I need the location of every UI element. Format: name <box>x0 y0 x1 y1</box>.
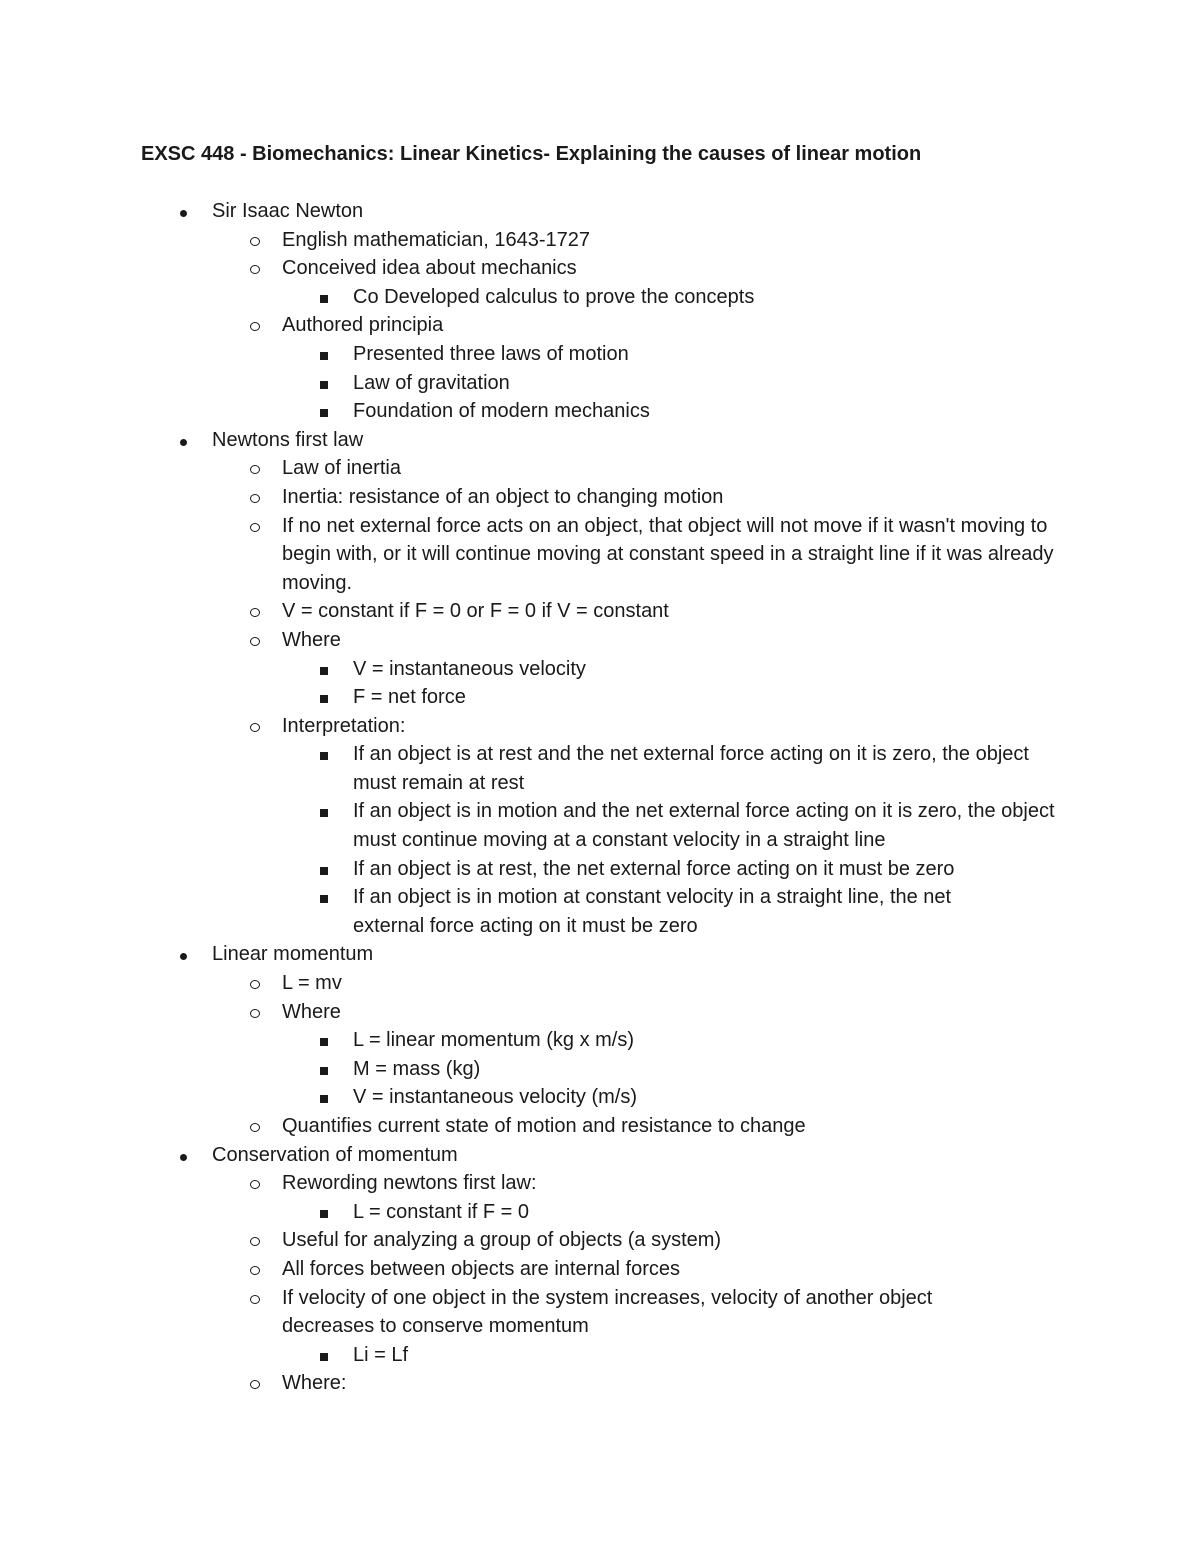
filled-square-bullet-icon <box>314 1083 334 1112</box>
outline-item-level-1 <box>0 426 1200 455</box>
filled-square-bullet-icon <box>314 655 334 684</box>
outline-item-text: Where: <box>282 1372 347 1395</box>
outline-item-text: Interpretation: <box>282 714 406 737</box>
hollow-circle-bullet-icon <box>245 1169 265 1198</box>
outline-item-text: V = instantaneous velocity (m/s) <box>353 1086 638 1109</box>
outline-item-level-2 <box>0 1226 1200 1255</box>
outline-item-level-3 <box>0 369 1200 398</box>
outline-item-text: Rewording newtons first law: <box>282 1172 537 1195</box>
outline-item-text: Co Developed calculus to prove the concepts <box>353 285 755 308</box>
outline-item-text: V = constant if F = 0 or F = 0 if V = constant <box>282 600 669 623</box>
outline-item-level-3 <box>0 1083 1200 1112</box>
filled-square-bullet-icon <box>314 369 334 398</box>
outline-item-text: Inertia: resistance of an object to changing motion <box>282 485 724 508</box>
filled-square-bullet-icon <box>314 797 334 826</box>
filled-square-bullet-icon <box>314 340 334 369</box>
outline-item-text: Presented three laws of motion <box>353 342 629 365</box>
outline-item-level-2 <box>0 483 1200 512</box>
filled-square-bullet-icon <box>314 683 334 712</box>
outline-item-level-2 <box>0 454 1200 483</box>
filled-square-bullet-icon <box>314 283 334 312</box>
outline-item-text: L = mv <box>282 972 342 995</box>
outline-item-level-2 <box>0 626 1200 655</box>
outline-item-level-2 <box>0 226 1200 255</box>
filled-square-bullet-icon <box>314 740 334 769</box>
outline-item-text: Li = Lf <box>353 1343 409 1366</box>
hollow-circle-bullet-icon <box>245 454 265 483</box>
outline-item-level-2 <box>0 1169 1200 1198</box>
outline-item-level-3 <box>0 683 1200 712</box>
filled-circle-bullet-icon <box>173 426 193 455</box>
outline-item-level-3 <box>0 855 1200 884</box>
outline-item-level-2 <box>0 597 1200 626</box>
hollow-circle-bullet-icon <box>245 597 265 626</box>
outline-item-text: If an object is at rest, the net external force acting on it must be zero <box>353 857 955 880</box>
outline-item-level-3 <box>0 1055 1200 1084</box>
filled-square-bullet-icon <box>314 397 334 426</box>
outline-item-text: L = linear momentum (kg x m/s) <box>353 1029 635 1052</box>
outline-item-text: If an object is in motion at constant velocity in a straight line, the net external force acting on it must be zero <box>353 886 952 937</box>
hollow-circle-bullet-icon <box>245 712 265 741</box>
outline-item-text: Law of inertia <box>282 457 401 480</box>
hollow-circle-bullet-icon <box>245 1255 265 1284</box>
filled-square-bullet-icon <box>314 1198 334 1227</box>
outline-item-level-2 <box>0 512 1200 598</box>
outline-item-level-2 <box>0 1284 1200 1341</box>
outline-item-level-3 <box>0 1198 1200 1227</box>
filled-circle-bullet-icon <box>173 940 193 969</box>
filled-square-bullet-icon <box>314 1055 334 1084</box>
outline-item-level-3 <box>0 1341 1200 1370</box>
outline-item-text: Sir Isaac Newton <box>212 200 364 222</box>
hollow-circle-bullet-icon <box>245 998 265 1027</box>
hollow-circle-bullet-icon <box>245 1284 265 1313</box>
hollow-circle-bullet-icon <box>245 626 265 655</box>
outline-item-level-2 <box>0 1369 1200 1398</box>
outline-item-level-2 <box>0 254 1200 283</box>
outline-item-level-3 <box>0 797 1200 854</box>
outline-item-level-3 <box>0 655 1200 684</box>
outline-item-text: Where <box>282 628 341 651</box>
outline-item-level-3 <box>0 883 1200 940</box>
hollow-circle-bullet-icon <box>245 969 265 998</box>
outline-item-text: Conservation of momentum <box>212 1143 458 1166</box>
hollow-circle-bullet-icon <box>245 1226 265 1255</box>
filled-circle-bullet-icon <box>173 197 193 226</box>
outline-item-level-2 <box>0 969 1200 998</box>
filled-square-bullet-icon <box>314 883 334 912</box>
outline-item-text: Foundation of modern mechanics <box>353 400 650 423</box>
hollow-circle-bullet-icon <box>245 1112 265 1141</box>
filled-square-bullet-icon <box>314 1341 334 1370</box>
outline-item-level-2 <box>0 1112 1200 1141</box>
outline-item-text: M = mass (kg) <box>353 1057 481 1080</box>
outline-item-level-2 <box>0 998 1200 1027</box>
hollow-circle-bullet-icon <box>245 226 265 255</box>
outline-item-level-2 <box>0 712 1200 741</box>
hollow-circle-bullet-icon <box>245 254 265 283</box>
outline-item-level-3 <box>0 397 1200 426</box>
outline-item-level-1 <box>0 197 1200 226</box>
outline-item-text: Quantifies current state of motion and resistance to change <box>282 1115 806 1138</box>
filled-circle-bullet-icon <box>173 1141 193 1170</box>
filled-square-bullet-icon <box>314 855 334 884</box>
outline-item-level-3 <box>0 340 1200 369</box>
notes-outline <box>0 197 1200 1398</box>
hollow-circle-bullet-icon <box>245 1369 265 1398</box>
outline-item-text: V = instantaneous velocity <box>353 657 586 680</box>
outline-item-text: All forces between objects are internal forces <box>282 1257 680 1280</box>
outline-item-text: Law of gravitation <box>353 371 510 394</box>
outline-item-text: English mathematician, 1643-1727 <box>282 228 590 251</box>
outline-item-level-2 <box>0 1255 1200 1284</box>
hollow-circle-bullet-icon <box>245 483 265 512</box>
outline-item-text: Useful for analyzing a group of objects (a system) <box>282 1229 722 1252</box>
hollow-circle-bullet-icon <box>245 311 265 340</box>
outline-item-level-3 <box>0 1026 1200 1055</box>
outline-item-text: Newtons first law <box>212 428 364 451</box>
outline-item-level-1 <box>0 940 1200 969</box>
document-title: EXSC 448 - Biomechanics: Linear Kinetics- Explaining the causes of linear motion <box>141 143 922 165</box>
hollow-circle-bullet-icon <box>245 512 265 541</box>
outline-item-text: Conceived idea about mechanics <box>282 257 577 280</box>
outline-item-text: Authored principia <box>282 314 444 337</box>
outline-item-level-3 <box>0 283 1200 312</box>
outline-item-level-3 <box>0 740 1200 797</box>
outline-item-text: Linear momentum <box>212 943 374 966</box>
outline-item-text: If velocity of one object in the system increases, velocity of another object decreases to conserve momentum <box>282 1286 933 1338</box>
outline-item-text: F = net force <box>353 686 466 709</box>
outline-item-level-2 <box>0 311 1200 340</box>
outline-item-text: If an object is in motion and the net external force acting on it is zero, the object must continue moving at a constant velocity in a straight line <box>353 800 1055 852</box>
outline-item-text: If no net external force acts on an object, that object will not move if it wasn't moving to begin with, or it will continue moving at constant speed in a straight line if it was already moving. <box>282 514 1054 594</box>
outline-item-text: Where <box>282 1000 341 1023</box>
outline-item-text: If an object is at rest and the net external force acting on it is zero, the object must remain at rest <box>353 743 1029 794</box>
outline-item-text: L = constant if F = 0 <box>353 1200 530 1223</box>
outline-item-level-1 <box>0 1141 1200 1170</box>
filled-square-bullet-icon <box>314 1026 334 1055</box>
